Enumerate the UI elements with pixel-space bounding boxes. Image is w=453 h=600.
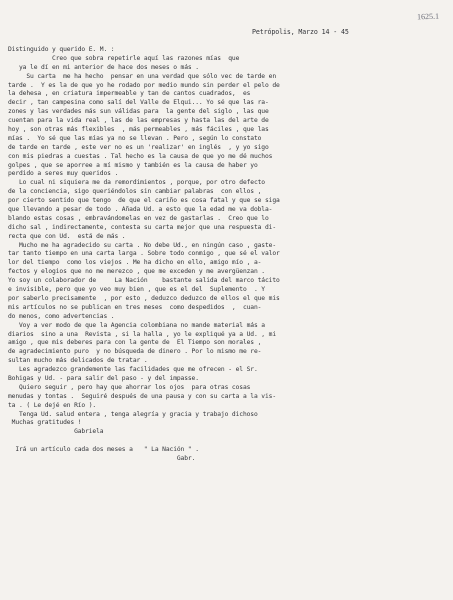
letter-line: Irá un artículo cada dos meses a " La Nación " .	[8, 446, 199, 454]
date-line: Petrópolis, Marzo 14 - 45	[252, 28, 349, 36]
letter-line: Muchas gratitudes !	[8, 419, 82, 427]
letter-line: diarios sino a una Revista , si la halla , yo le expliqué ya a Ud. , mi	[8, 330, 276, 338]
letter-line: sultan mucho más delicados de tratar .	[8, 357, 148, 365]
letter-line: que llevando a pesar de todo . Añada Ud. a esto que la edad me va dobla-	[8, 206, 273, 214]
letter-line: la dehesa , en criatura impermeable y tan de cantos cuadrados, es	[8, 90, 251, 98]
letter-line: de la conciencia, sigo queriéndolos sin cambiar palabras con ellos ,	[8, 188, 262, 196]
letter-line: ta . ( Le dejé en Río ).	[8, 401, 97, 409]
letter-line: Voy a ver modo de que la Agencia colombiana no mande material más a	[8, 321, 265, 329]
letter-line: Tenga Ud. salud entera , tenga alegría y gracia y trabajo dichoso	[8, 410, 258, 418]
letter-line: Les agradezco grandemente las facilidades que me ofrecen - el Sr.	[8, 366, 258, 374]
letter-line: cuentan para la vida real , las de las empresas y hasta las del arte de	[8, 117, 269, 125]
letter-line: recta que con Ud. está de más .	[8, 232, 126, 240]
letter-line: Su carta me ha hecho pensar en una verdad que sólo vec de tarde en	[8, 72, 276, 80]
letter-body	[8, 46, 446, 464]
letter-line: tar tanto tiempo en una carta larga . Sobre todo conmigo , que sé el valor	[8, 250, 280, 258]
letter-line: Lo cual ni siquiera me da remordimientos , porque, por otro defecto	[8, 179, 265, 187]
letter-line: Gabriela	[8, 428, 104, 436]
letter-line: ya le dí en mi anterior de hace dos meses o más .	[8, 63, 199, 71]
letter-line: golpes , que se aporree a mí mismo y también es la causa de haber yo	[8, 161, 258, 169]
letter-line: dicho sal , indirectamente, contesta su carta mejor que una respuesta di-	[8, 223, 276, 231]
letter-line: Gabr.	[8, 454, 196, 462]
letter-line: perdido a seres muy queridos .	[8, 170, 119, 178]
letter-line: zones y las verdades más sun válidas para la gente del siglo , las que	[8, 108, 269, 116]
letter-line	[8, 437, 446, 446]
letter-line: con mis piedras a cuestas . Tal hecho es la causa de que yo me dé muchos	[8, 152, 273, 160]
letter-line: amigo , que mis deberes para con la gente de El Tiempo son morales ,	[8, 339, 262, 347]
letter-line: Creo que sobra repetirle aquí las razones mías que	[8, 54, 240, 62]
letter-line: Bohigas y Ud. - para salir del paso - y del impasse.	[8, 374, 199, 382]
letter-line: e invisible, pero que yo veo muy bien , que es el del Suplemento . Y	[8, 286, 265, 294]
letter-line: decir , tan campesina como salí del Valle de Elqui... Yo sé que las ra-	[8, 99, 269, 107]
archive-number: 1625.1	[416, 11, 440, 22]
letter-line: mis artículos no se publican en tres meses como despedidos , cuan-	[8, 303, 262, 311]
letter-line: menudas y tontas . Seguiré después de una pausa y con su carta a la vis-	[8, 392, 276, 400]
letter-line: Quiero seguir , pero hay que ahorrar los ojos para otras cosas	[8, 383, 251, 391]
letter-line: de agradecimiento puro y no búsqueda de dinero . Por lo mismo me re-	[8, 348, 262, 356]
letter-line: por cierto sentido que tengo de que el cariño es cosa fatal y que se siga	[8, 197, 280, 205]
letter-line: lor del tiempo como los viejos . Me ha dicho en ello, amigo mío , a-	[8, 259, 262, 267]
letter-line: por saberlo precisamente , por esto , deduzco deduzco de ellos el que mis	[8, 294, 280, 302]
letter-line: do menos, como advertencias .	[8, 312, 115, 320]
letter-line: mías . Yo sé que las mías ya no se llevan . Pero , según lo constato	[8, 134, 262, 142]
letter-line: fectos y elogios que no me merezco , que me exceden y me avergüenzan .	[8, 268, 265, 276]
letter-line: blando estas cosas , embravándomelas en vez de gastarlas . Creo que lo	[8, 214, 269, 222]
letter-line: Mucho me ha agradecido su carta . No debe Ud., en ningún caso , gaste-	[8, 241, 276, 249]
letter-line: Distinguido y querido E. M. :	[8, 46, 115, 53]
letter-line: tarde . Y es la de que yo he rodado por medio mundo sin perder el pelo de	[8, 81, 280, 89]
letter-line: de tarde en tarde , este ver no es un 'realizar' en inglés , y yo sigo	[8, 143, 269, 151]
letter-line: Yo soy un colaborador de La Nación bastante salida del marco tácito	[8, 277, 280, 285]
letter-line: hoy , son otras más flexibles , más permeables , más fáciles , que las	[8, 126, 269, 134]
